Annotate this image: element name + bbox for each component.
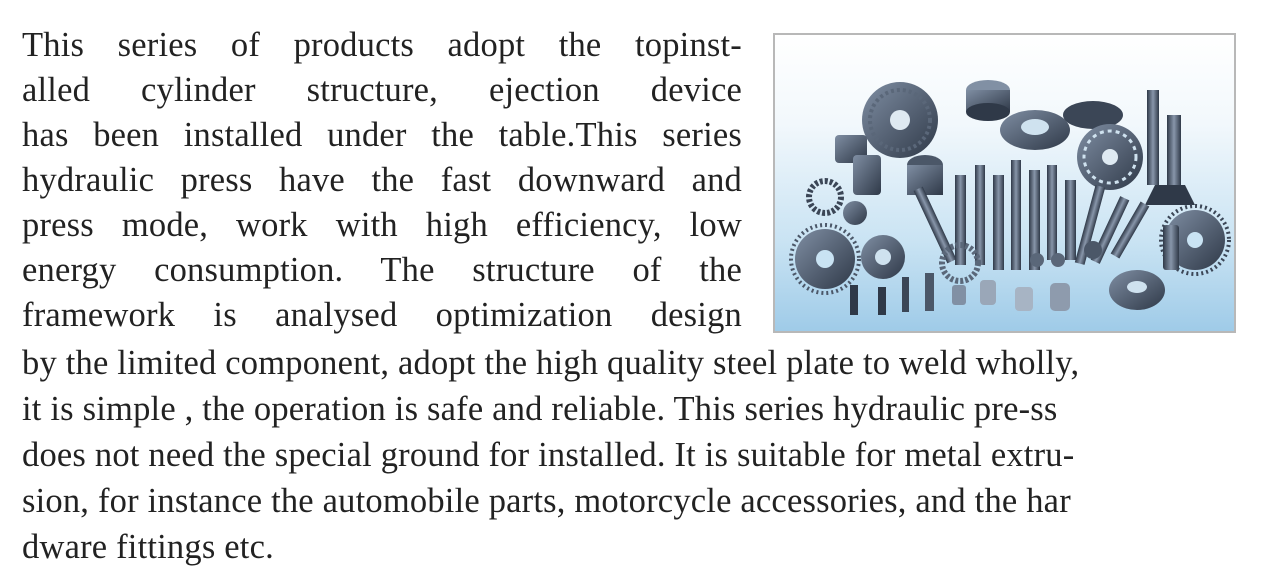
product-parts-photo [773,33,1236,333]
paragraph-line-8: by the limited component, adopt the high quality steel plate to weld wholly, [22,344,1080,382]
paragraph-line-2: alled cylinder structure, ejection device [22,71,742,109]
paragraph-line-3: has been installed under the table.This series [22,116,742,154]
metal-parts-illustration [775,35,1234,331]
wheel-bottom-left [861,235,905,279]
paragraph-line-9: it is simple , the operation is safe and reliable. This series hydraulic pre-ss [22,390,1058,428]
cylinder-right [1163,225,1179,270]
sprocket-bottom-left [791,225,859,293]
paragraph-line-12: dware fittings etc. [22,528,274,566]
cup-top [966,80,1010,121]
gear-top-right [1063,101,1143,190]
paragraph-line-11: sion, for instance the automobile parts, motorcycle accessories, and the har [22,482,1071,520]
paragraph-line-4: hydraulic press have the fast downward and [22,161,742,199]
disc-top-center [1000,110,1070,150]
paragraph-line-1: This series of products adopt the topinst- [22,26,742,64]
paragraph-line-10: does not need the special ground for installed. It is suitable for metal extru- [22,436,1075,474]
tall-shaft-right [1145,90,1195,205]
hub-bottom-right [1109,270,1165,310]
paragraph-line-6: energy consumption. The structure of the [22,251,742,289]
paragraph-line-5: press mode, work with high efficiency, low [22,206,742,244]
paragraph-line-7: framework is analysed optimization design [22,296,742,334]
gear-top-left [862,82,938,158]
